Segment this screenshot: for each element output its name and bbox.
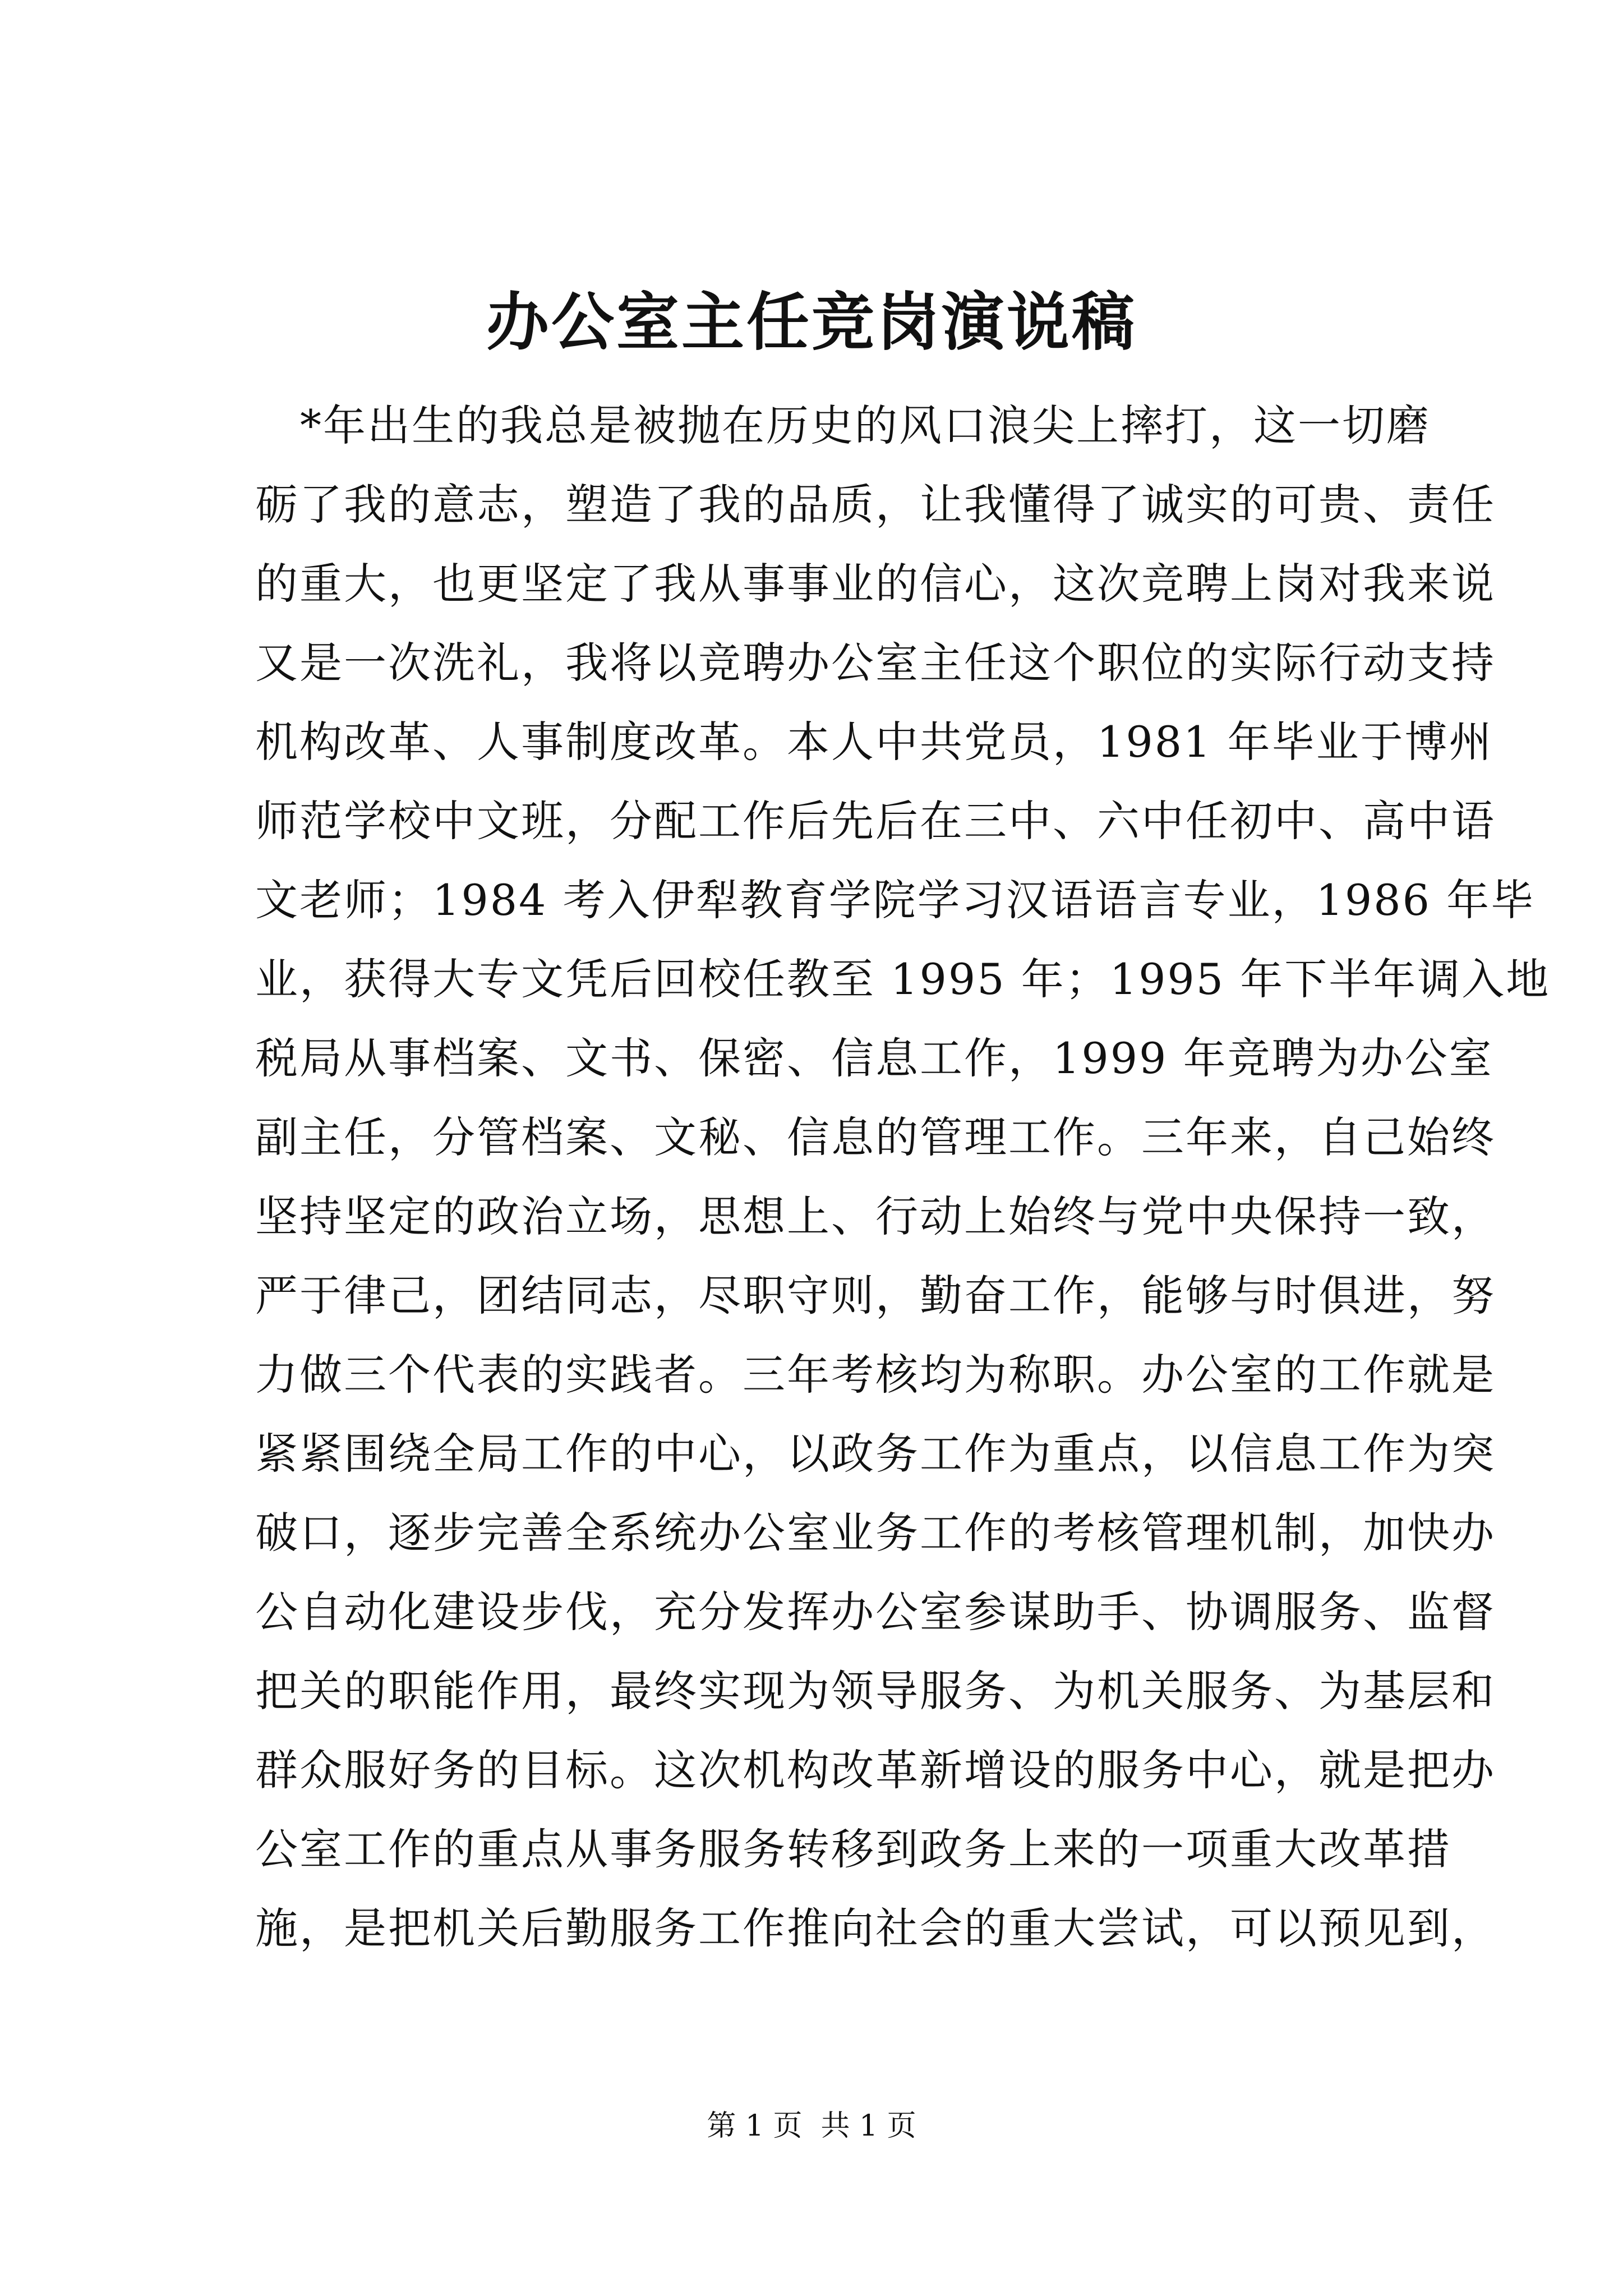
body-line: 砺了我的意志，塑造了我的品质，让我懂得了诚实的可贵、责任 — [255, 480, 1496, 530]
body-line: 坚持坚定的政治立场，思想上、行动上始终与党中央保持一致， — [255, 1191, 1496, 1241]
body-line: 又是一次洗礼，我将以竞聘办公室主任这个职位的实际行动支持 — [255, 638, 1496, 688]
body-line: 师范学校中文班，分配工作后先后在三中、六中任初中、高中语 — [255, 796, 1496, 846]
body-line: 机构改革、人事制度改革。本人中共党员，1981 年毕业于博州 — [255, 717, 1493, 767]
body-line: 副主任，分管档案、文秘、信息的管理工作。三年来，自己始终 — [255, 1112, 1496, 1162]
body-line: 紧紧围绕全局工作的中心，以政务工作为重点，以信息工作为突 — [255, 1429, 1496, 1479]
page-footer: 第 1 页 共 1 页 — [707, 2109, 916, 2143]
body-line: 破口，逐步完善全系统办公室业务工作的考核管理机制，加快办 — [255, 1508, 1496, 1558]
body-line: 文老师；1984 考入伊犁教育学院学习汉语语言专业，1986 年毕 — [255, 875, 1536, 925]
body-line: 群众服好务的目标。这次机构改革新增设的服务中心，就是把办 — [255, 1745, 1496, 1795]
body-line: 公自动化建设步伐，充分发挥办公室参谋助手、协调服务、监督 — [255, 1587, 1496, 1637]
body-line: 严于律己，团结同志，尽职守则，勤奋工作，能够与时俱进，努 — [255, 1271, 1496, 1320]
body-line: *年出生的我总是被抛在历史的风口浪尖上摔打，这一切磨 — [300, 401, 1431, 450]
body-line: 力做三个代表的实践者。三年考核均为称职。办公室的工作就是 — [255, 1350, 1496, 1400]
body-line: 施，是把机关后勤服务工作推向社会的重大尝试，可以预见到， — [255, 1903, 1496, 1953]
body-line: 业，获得大专文凭后回校任教至 1995 年；1995 年下半年调入地 — [255, 954, 1551, 1004]
body-line: 把关的职能作用，最终实现为领导服务、为机关服务、为基层和 — [255, 1666, 1496, 1716]
document-body — [255, 386, 1551, 1968]
body-line: 税局从事档案、文书、保密、信息工作，1999 年竞聘为办公室 — [255, 1033, 1493, 1083]
body-line: 的重大，也更坚定了我从事事业的信心，这次竞聘上岗对我来说 — [255, 559, 1496, 609]
document-title: 办公室主任竞岗演说稿 — [486, 286, 1137, 359]
body-line: 公室工作的重点从事务服务转移到政务上来的一项重大改革措 — [255, 1824, 1451, 1874]
